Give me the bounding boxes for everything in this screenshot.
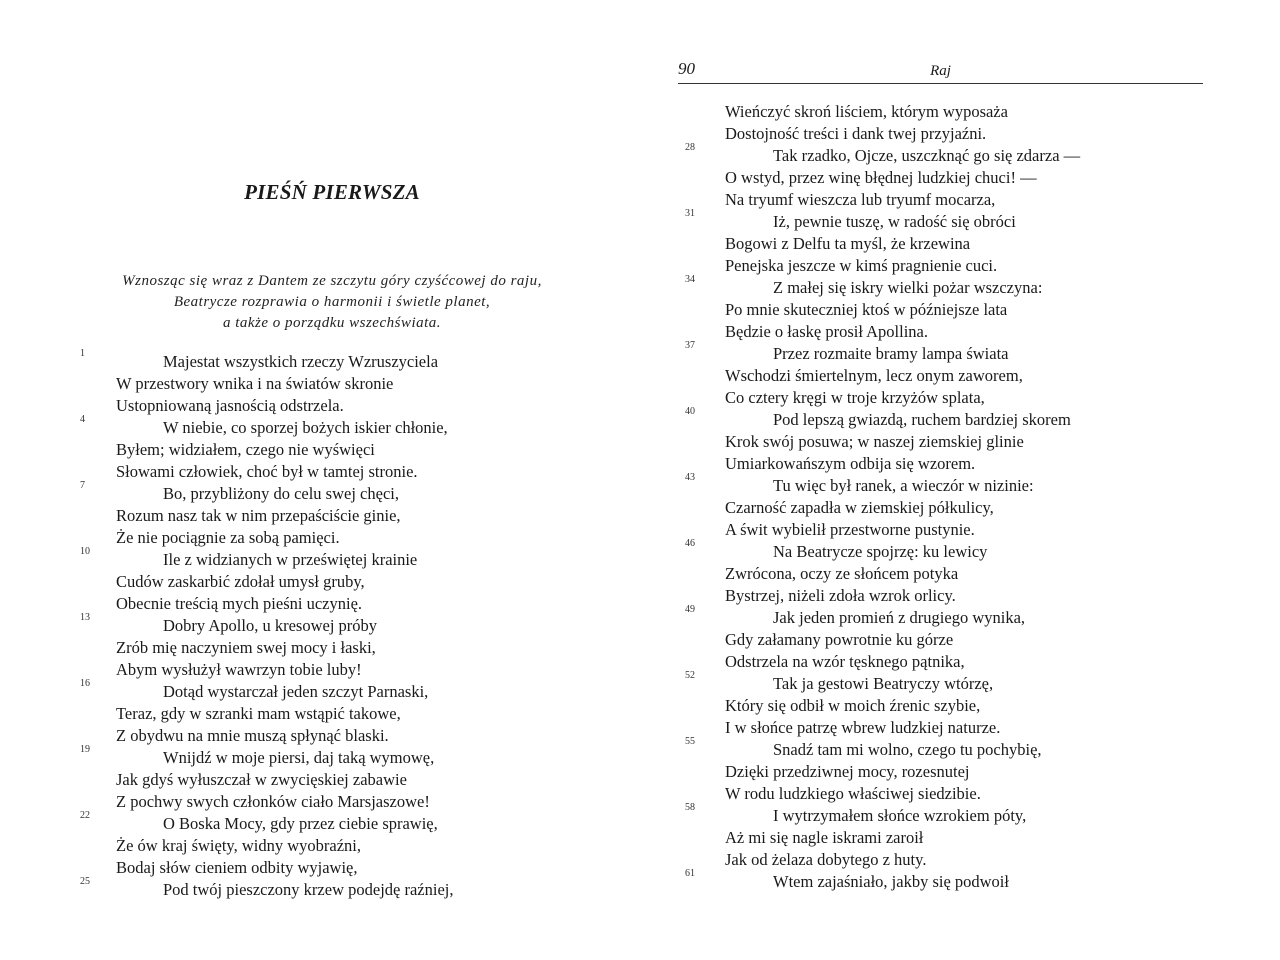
verse-text: W przestwory wnika i na światów skronie (116, 374, 394, 393)
verse-text: Bystrzej, niżeli zdoła wzrok orlicy. (725, 586, 956, 605)
verse-text: I wytrzymałem słońce wzrokiem póty, (773, 806, 1027, 825)
verse-text: Pod lepszą gwiazdą, ruchem bardziej skorem (773, 410, 1071, 429)
verse-text: Bo, przybliżony do celu swej chęci, (163, 484, 399, 503)
verse-text: Majestat wszystkich rzeczy Wzruszyciela (163, 352, 439, 371)
verse-text: W rodu ludzkiego właściwej siedzibie. (725, 784, 981, 803)
verse-text: Zrób mię naczyniem swej mocy i łaski, (116, 638, 376, 657)
line-number: 22 (80, 810, 90, 821)
page-number: 90 (678, 59, 695, 78)
verse-text: Tu więc był ranek, a wieczór w nizinie: (773, 476, 1034, 495)
verse-text: Jak jeden promień z drugiego wynika, (773, 608, 1026, 627)
verse-text: Pod twój pieszczony krzew podejdę raźniej, (163, 880, 454, 899)
verse-text: Obecnie treścią mych pieśni uczynię. (116, 594, 363, 613)
verse-text: Odstrzela na wzór tęsknego pątnika, (725, 652, 965, 671)
verse-text: Aż mi się nagle iskrami zaroił (725, 828, 924, 847)
verse-text: Że ów kraj święty, widny wyobraźni, (116, 836, 361, 855)
verse-text: Wnijdź w moje piersi, daj taką wymowę, (163, 748, 435, 767)
verse-text: Tak ja gestowi Beatryczy wtórzę, (773, 674, 994, 693)
verse-text: Dotąd wystarczał jeden szczyt Parnaski, (163, 682, 429, 701)
line-number: 34 (685, 274, 695, 285)
line-number: 13 (80, 612, 90, 623)
verse-text: Umiarkowańszym odbija się wzorem. (725, 454, 976, 473)
verse-text: Bodaj słów cieniem odbity wyjawię, (116, 858, 358, 877)
argument-line: a także o porządku wszechświata. (222, 315, 442, 331)
line-number: 55 (685, 736, 695, 747)
verse-text: Dobry Apollo, u kresowej próby (163, 616, 378, 635)
argument-line: Wznosząc się wraz z Dantem ze szczytu góry czyśćcowej do raju, (122, 273, 542, 289)
verse-text: Z obydwu na mnie muszą spłynąć blaski. (116, 726, 389, 745)
line-number: 4 (80, 414, 85, 425)
verse-text: Czarność zapadła w ziemskiej półkulicy, (725, 498, 994, 517)
line-number: 43 (685, 472, 695, 483)
line-number: 46 (685, 538, 695, 549)
argument-line: Beatrycze rozprawia o harmonii i świetle planet, (173, 294, 491, 310)
line-number: 25 (80, 876, 90, 887)
line-number: 1 (80, 348, 85, 359)
line-number: 37 (685, 340, 695, 351)
verse-text: Jak gdyś wyłuszczał w zwycięskiej zabawie (116, 770, 407, 789)
verse-text: Byłem; widziałem, czego nie wyświęci (116, 440, 375, 459)
verse-text: Dzięki przedziwnej mocy, rozesnutej (725, 762, 970, 781)
line-number: 58 (685, 802, 695, 813)
verse-text: Penejska jeszcze w kimś pragnienie cuci. (725, 256, 998, 275)
verse-text: Ustopniowaną jasnością odstrzela. (116, 396, 344, 415)
line-number: 40 (685, 406, 695, 417)
verse-text: Na tryumf wieszcza lub tryumf mocarza, (725, 190, 996, 209)
verse-text: Słowami człowiek, choć był w tamtej stronie. (116, 462, 418, 481)
canto-title: PIEŚŃ PIERWSZA (244, 180, 420, 204)
verse-text: I w słońce patrzę wbrew ludzkiej naturze. (725, 718, 1001, 737)
verse-text: Cudów zaskarbić zdołał umysł gruby, (116, 572, 365, 591)
verse-text: O Boska Mocy, gdy przez ciebie sprawię, (163, 814, 438, 833)
running-head (678, 58, 1203, 84)
line-number: 16 (80, 678, 90, 689)
verse-text: Na Beatrycze spojrzę: ku lewicy (773, 542, 988, 561)
running-head-title: Raj (930, 63, 951, 79)
verse-text: Wschodzi śmiertelnym, lecz onym zaworem, (725, 366, 1023, 385)
verse-text: Który się odbił w moich źrenic szybie, (725, 696, 981, 715)
verse-text: Wtem zajaśniało, jakby się podwoił (773, 872, 1009, 891)
verse-text: Z pochwy swych członków ciało Marsjaszowe! (116, 792, 430, 811)
line-number: 10 (80, 546, 90, 557)
verse-text: O wstyd, przez winę błędnej ludzkiej chuci! — (725, 168, 1037, 187)
verse-text: Wieńczyć skroń liściem, którym wyposaża (725, 102, 1008, 121)
verse-text: Że nie pociągnie za sobą pamięci. (116, 528, 340, 547)
verse-text: Będzie o łaskę prosił Apollina. (725, 322, 929, 341)
verse-text: Krok swój posuwa; w naszej ziemskiej glinie (725, 432, 1024, 451)
verse-text: Tak rzadko, Ojcze, uszczknąć go się zdarza — (773, 146, 1081, 165)
line-number: 49 (685, 604, 695, 615)
line-number: 61 (685, 868, 695, 879)
verse-text: Jak od żelaza dobytego z huty. (725, 850, 927, 869)
line-number: 7 (80, 480, 85, 491)
verse-text: Zwrócona, oczy ze słońcem potyka (725, 564, 959, 583)
line-number: 31 (685, 208, 695, 219)
verse-text: Co cztery kręgi w troje krzyżów splata, (725, 388, 985, 407)
verse-text: Iż, pewnie tuszę, w radość się obróci (773, 212, 1016, 231)
verse-text: W niebie, co sporzej bożych iskier chłonie, (163, 418, 448, 437)
verse-text: Teraz, gdy w szranki mam wstąpić takowe, (116, 704, 401, 723)
line-number: 19 (80, 744, 90, 755)
verse-text: Gdy załamany powrotnie ku górze (725, 630, 954, 649)
verse-text: Przez rozmaite bramy lampa świata (773, 344, 1009, 363)
verse-text: Po mnie skuteczniej ktoś w późniejsze lata (725, 300, 1008, 319)
verse-text: Abym wysłużył wawrzyn tobie luby! (116, 660, 362, 679)
right-page (640, 0, 1280, 960)
verse-text: Rozum nasz tak w nim przepaściście ginie, (116, 506, 401, 525)
verse-text: Bogowi z Delfu ta myśl, że krzewina (725, 234, 971, 253)
verse-text: Z małej się iskry wielki pożar wszczyna: (773, 278, 1043, 297)
canto-argument (0, 271, 664, 334)
verse-text: Snadź tam mi wolno, czego tu pochybię, (773, 740, 1042, 759)
line-number: 52 (685, 670, 695, 681)
verse-text: Ile z widzianych w przeświętej krainie (163, 550, 418, 569)
line-number: 28 (685, 142, 695, 153)
verse-text: A świt wybielił przestworne pustynie. (725, 520, 975, 539)
verse-text: Dostojność treści i dank twej przyjaźni. (725, 124, 987, 143)
